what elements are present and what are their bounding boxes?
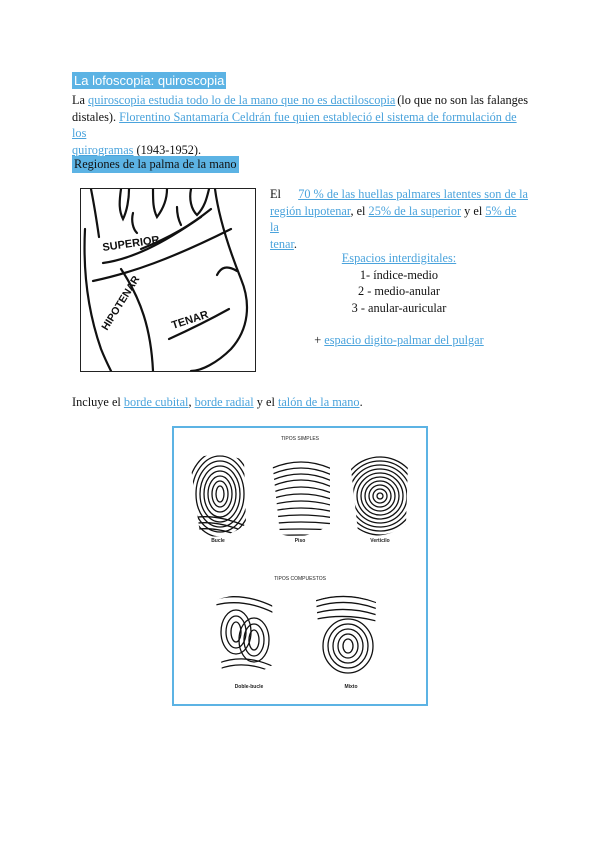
regions-text-1: El: [270, 187, 281, 201]
caption-piso: Piso: [294, 538, 306, 544]
intro-text-1: La: [72, 93, 89, 107]
section-heading: Regiones de la palma de la mano: [74, 157, 237, 171]
fingerprint-bucle: [184, 451, 254, 542]
fingerprint-mixto: [312, 596, 380, 673]
plus-sign: +: [314, 333, 325, 347]
regions-line-1: [270, 186, 528, 203]
page-title: La lofoscopia: quiroscopia: [74, 73, 225, 88]
link-borde-cubital[interactable]: borde cubital: [123, 395, 189, 409]
caption-bucle: Bucle: [211, 538, 225, 544]
palm-regions-image: [80, 188, 256, 372]
regions-paragraph: [270, 186, 528, 252]
link-lupotenar[interactable]: región lupotenar: [270, 203, 351, 218]
interdigital-item-1: 1- índice-medio: [359, 267, 439, 282]
link-5[interactable]: 5% de la: [270, 203, 517, 234]
link-borde-radial[interactable]: borde radial: [194, 395, 254, 409]
link-tenar[interactable]: tenar: [270, 236, 294, 251]
caption-verticilo: Verticilo: [370, 538, 390, 544]
intro-paragraph: [72, 92, 528, 158]
intro-line-2: [72, 109, 528, 142]
includes-text-1: Incluye el: [72, 395, 124, 409]
complex-types-title: TIPOS COMPUESTOS: [274, 576, 326, 582]
interdigital-item-2: 2 - medio-anular: [358, 284, 440, 298]
link-talon-mano[interactable]: talón de la mano: [277, 395, 360, 409]
link-quirogramas[interactable]: quirogramas: [72, 142, 134, 157]
caption-doble-bucle: Doble-bucle: [234, 684, 264, 690]
label-hipotenar: HIPOTENAR: [99, 273, 143, 333]
intro-text-2: (lo que no son las falanges: [397, 93, 528, 107]
interdigital-extra: [270, 332, 528, 349]
link-espacios-interdigitales[interactable]: Espacios interdigitales:: [341, 251, 457, 265]
interdigital-block: [270, 250, 528, 349]
simple-types-title: TIPOS SIMPLES: [280, 436, 320, 442]
regions-line-2: [270, 203, 528, 236]
interdigital-item-3: 3 - anular-auricular: [351, 300, 447, 315]
regions-text-4: .: [293, 236, 297, 251]
regions-text-2: , el: [350, 203, 369, 218]
regions-text-3: y el: [461, 203, 486, 218]
includes-paragraph: [72, 394, 363, 411]
intro-line-1: [72, 92, 528, 109]
includes-text-2: ,: [188, 395, 195, 409]
link-70[interactable]: 70 % de las huellas palmares latentes son de la: [298, 187, 528, 201]
fingerprint-piso: [268, 462, 334, 536]
intro-text-3: distales).: [72, 109, 120, 124]
palm-drawing: [81, 189, 255, 371]
intro-text-4: (1943-1952).: [133, 142, 202, 157]
fingerprint-verticilo: [341, 457, 416, 535]
caption-mixto: Mixto: [344, 684, 358, 690]
fingerprint-doble-bucle: [212, 597, 280, 676]
includes-text-4: .: [359, 395, 363, 409]
fingerprint-images: [184, 450, 416, 690]
link-quiroscopia[interactable]: quiroscopia estudia todo lo de la mano que no es dactiloscopia: [88, 93, 396, 107]
fingerprint-types-figure: [172, 426, 428, 706]
link-santamaria[interactable]: Florentino Santamaría Celdrán fue quien estableció el sistema de formulación de los: [72, 109, 517, 140]
link-espacio-digito-palmar[interactable]: espacio digito-palmar del pulgar: [324, 333, 484, 347]
includes-text-3: y el: [253, 395, 278, 409]
label-tenar: TENAR: [170, 308, 210, 332]
link-25[interactable]: 25% de la superior: [368, 203, 462, 218]
label-superior: SUPERIOR: [101, 234, 161, 254]
